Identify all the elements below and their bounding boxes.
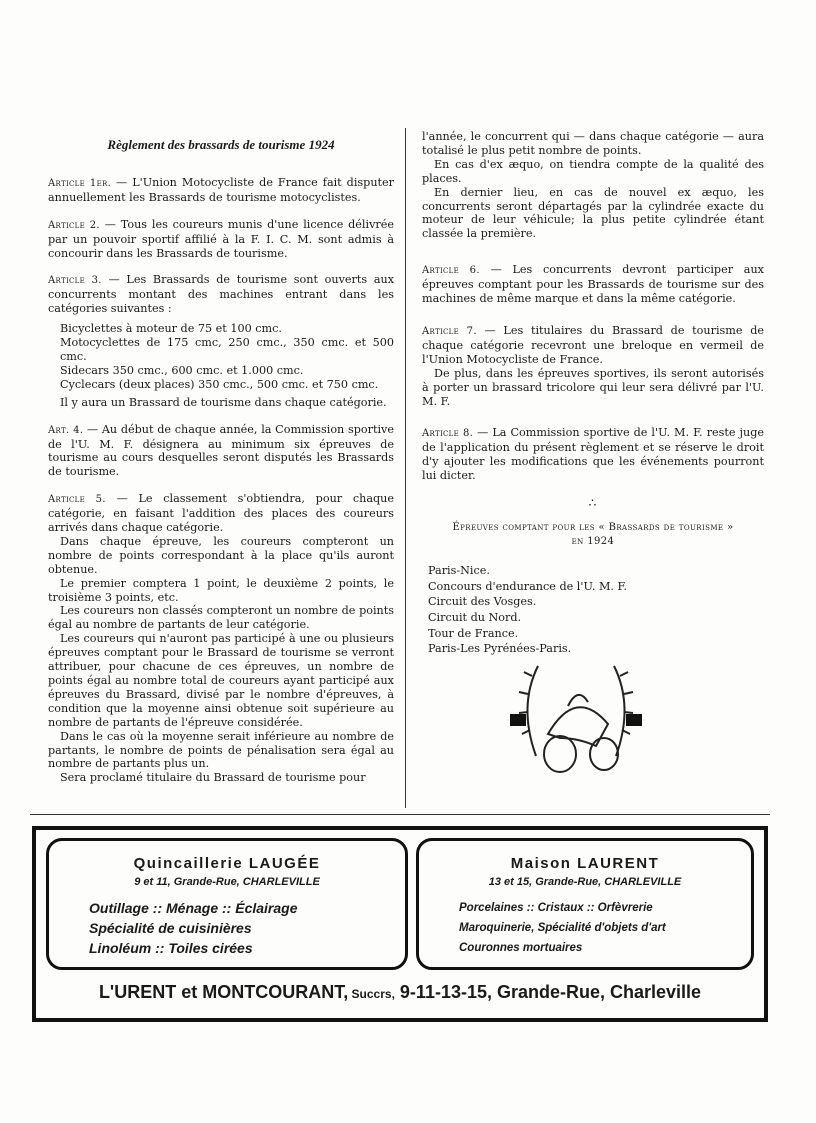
article-4: [48, 423, 394, 480]
list-item: Outillage :: Ménage :: Éclairage: [89, 900, 298, 916]
paragraph: En dernier lieu, en cas de nouvel ex æquo, les concurrents seront départagés par la cylindrée exacte du moteur de leur véhicule; la plus petite cylindrée étant classée la première.: [422, 185, 764, 241]
list-item: Couronnes mortuaires: [459, 942, 583, 954]
article-text: — L'Union Motocycliste de France fait disputer annuellement les Brassards de tourisme motocyclistes.: [48, 175, 394, 204]
article-text: — La Commission sportive de l'U. M. F. reste juge de l'application du présent règlement et se réserve le droit d'y ajouter les modifications que les événements pourront lui dicter.: [422, 426, 764, 483]
article-label: Article 1er.: [48, 177, 112, 189]
list-item: Tour de France.: [428, 626, 519, 640]
article-label: Article 3.: [48, 275, 102, 287]
asterism-ornament: ∴: [588, 496, 598, 511]
article-text: — Les titulaires du Brassard de tourisme de chaque catégorie recevront une breloque en vermeil de l'Union Motocycliste de France.: [422, 323, 765, 366]
shop-address: 9 et 11, Grande-Rue, CHARLEVILLE: [134, 876, 320, 888]
list-item: Porcelaines :: Cristaux :: Orfèvrerie: [459, 902, 653, 914]
list-item: Motocyclettes de 175 cmc, 250 cmc., 350 cmc. et 500 cmc.: [60, 336, 394, 363]
shop-products: [89, 898, 405, 958]
list-item: Cyclecars (deux places) 350 cmc., 500 cmc. et 750 cmc.: [60, 377, 379, 391]
paragraph: Le premier comptera 1 point, le deuxième 2 points, le troisième 3 points, etc.: [48, 576, 394, 604]
article-label: Article 6.: [422, 265, 480, 277]
events-list: [422, 563, 764, 657]
paragraph: Les coureurs qui n'auront pas participé à une ou plusieurs épreuves comptant pour le Brassard de tourisme se verront attribuer, pour chacune de ces épreuves, un nombre de points égal au nombre total de coureurs ayant participé aux épreuves du Brassard, divisé par le nombre d'épreuves, à condition que la moyenne ainsi obtenue soit supérieure au nombre de partants de l'épreuve considérée.: [48, 632, 394, 729]
article-6: [422, 263, 764, 306]
paragraph: Dans le cas où la moyenne serait inférieure au nombre de partants, le nombre de points de pénalisation sera égal au nombre de partants plus un.: [48, 729, 394, 771]
list-item: Linoléum :: Toiles cirées: [89, 940, 253, 956]
list-item: Circuit du Nord.: [428, 611, 522, 625]
list-item: Paris-Nice.: [428, 563, 490, 577]
paragraph: Les coureurs non classés compteront un nombre de points égal au nombre de partants de leur catégorie.: [48, 604, 394, 632]
footer-name: L'URENT et MONTCOURANT,: [98, 982, 349, 1002]
advertisement: [32, 826, 768, 1022]
article-3: [48, 273, 394, 316]
article-8: [422, 426, 764, 483]
events-title: Épreuves comptant pour les « Brassards de tourisme »: [452, 521, 734, 533]
footer-address: 9-11-13-15, Grande-Rue, Charleville: [394, 982, 702, 1002]
list-item: Paris-Les Pyrénées-Paris.: [428, 642, 572, 656]
advert-footer: [36, 982, 764, 1003]
list-item: Circuit des Vosges.: [428, 595, 537, 609]
article-text: — Le classement s'obtiendra, pour chaque catégorie, en faisant l'addition des places des coureurs arrivés dans chaque catégorie.: [48, 492, 394, 535]
column-divider: [405, 128, 406, 808]
article-label: Article 5.: [48, 494, 106, 506]
paragraph: De plus, dans les épreuves sportives, ils seront autorisés à porter un brassard tricolore qui leur sera délivré par l'U. M. F.: [422, 366, 764, 408]
article-text: — Les Brassards de tourisme sont ouverts aux concurrents montant des machines entrant dans les catégories suivantes :: [48, 273, 395, 316]
shop-address: 13 et 15, Grande-Rue, CHARLEVILLE: [488, 876, 682, 888]
left-column: [48, 138, 394, 785]
paragraph: Dans chaque épreuve, les coureurs compteront un nombre de points correspondant à la place qu'ils auront obtenue.: [48, 534, 394, 576]
page-title: Règlement des brassards de tourisme 1924: [107, 137, 335, 152]
shop-name: Maison LAURENT: [510, 855, 660, 872]
list-item: Bicyclettes à moteur de 75 et 100 cmc.: [60, 322, 282, 336]
list-item: Concours d'endurance de l'U. M. F.: [428, 579, 628, 593]
article-1: [48, 176, 394, 205]
article-text: — Les concurrents devront participer aux épreuves comptant pour les Brassards de tourisme sur des machines de même marque et dans la même catégorie.: [422, 263, 764, 306]
article-text: — Au début de chaque année, la Commission sportive de l'U. M. F. désignera au minimum six épreuves de tourisme au cours desquelles seront disputés les Brassards de tourisme.: [48, 422, 394, 479]
list-item: Spécialité de cuisinières: [89, 920, 252, 936]
article-label: Article 2.: [48, 219, 100, 231]
paragraph: l'année, le concurrent qui — dans chaque catégorie — aura totalisé le plus petit nombre de points.: [422, 130, 764, 157]
article-label: Article 7.: [422, 325, 477, 337]
section-divider: [30, 814, 770, 815]
footer-succ: Succrs,: [348, 987, 395, 1001]
article-3-end: Il y aura un Brassard de tourisme dans chaque catégorie.: [60, 395, 387, 409]
category-list: [48, 322, 394, 392]
right-column: [422, 130, 764, 657]
shop-products: [459, 898, 751, 958]
list-item: Sidecars 350 cmc., 600 cmc. et 1.000 cmc.: [60, 363, 304, 377]
article-label: Article 8.: [422, 428, 474, 440]
article-7: [422, 324, 764, 367]
advert-laugee: [46, 838, 408, 970]
shop-name: Quincaillerie LAUGÉE: [133, 855, 321, 872]
paragraph: En cas d'ex æquo, on tiendra compte de la qualité des places.: [422, 157, 764, 185]
events-year: en 1924: [571, 535, 615, 547]
article-5: [48, 492, 394, 535]
paragraph: Sera proclamé titulaire du Brassard de tourisme pour: [60, 771, 366, 785]
list-item: Maroquinerie, Spécialité d'objets d'art: [459, 922, 666, 934]
article-2: [48, 218, 394, 261]
article-text: — Tous les coureurs munis d'une licence délivrée par un pouvoir sportif affilié à la F. I. C. M. sont admis à concourir dans les Brassards de tourisme.: [48, 217, 394, 260]
advert-laurent: [416, 838, 754, 970]
article-label: Art. 4.: [48, 424, 84, 436]
motorcycle-vignette-illustration: [508, 646, 644, 796]
